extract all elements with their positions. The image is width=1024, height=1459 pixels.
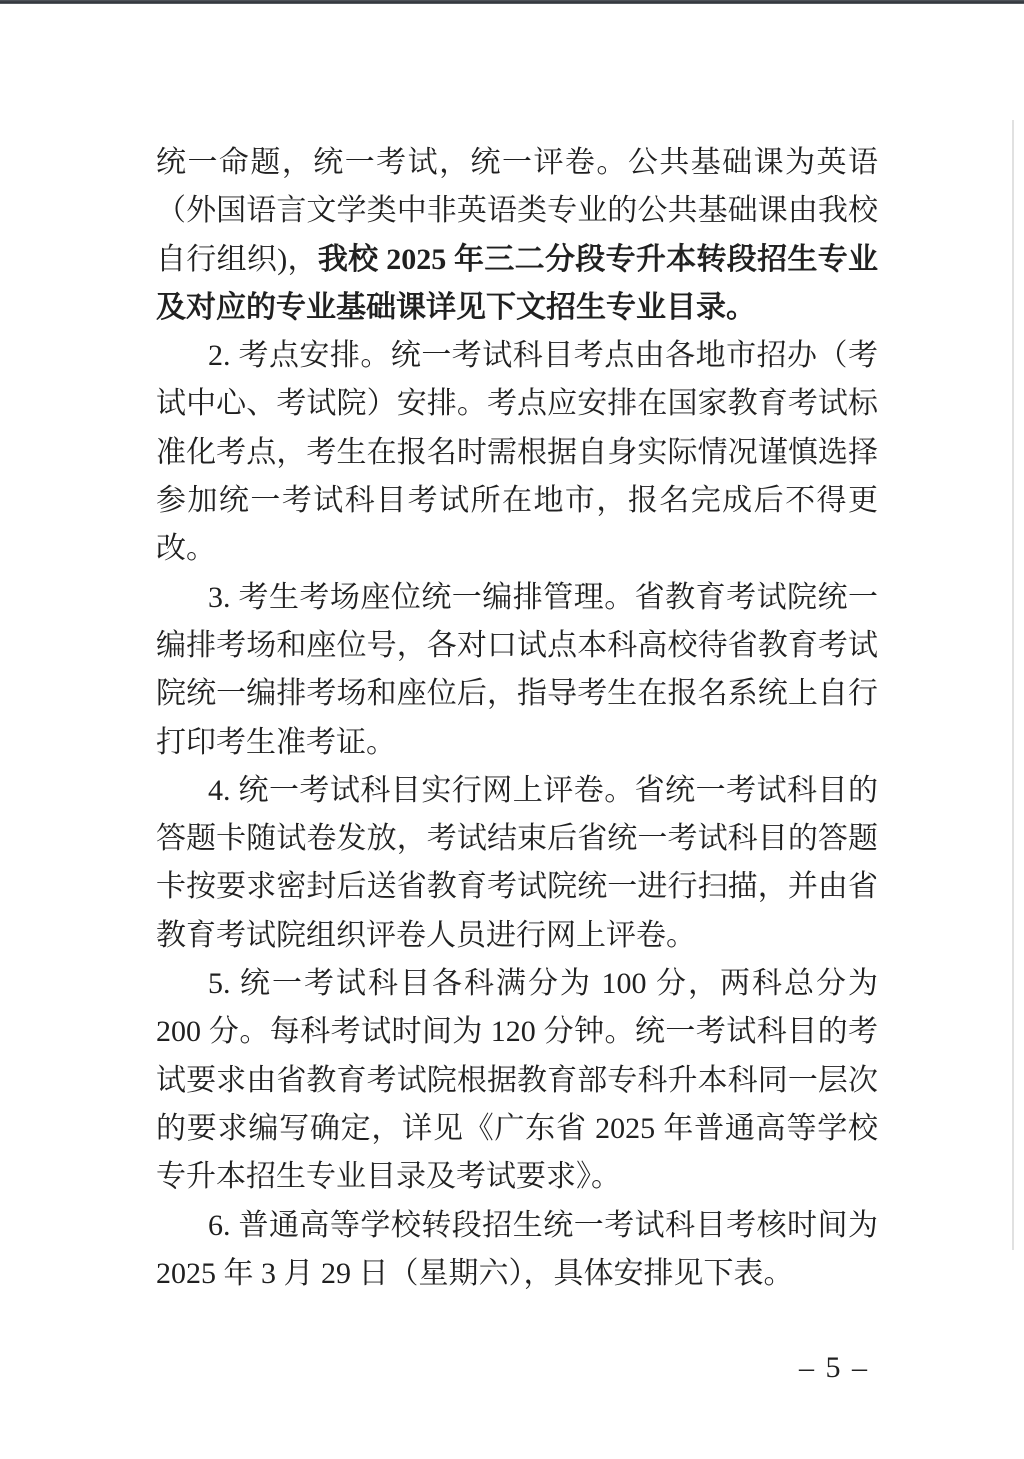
paragraph	[156, 767, 878, 960]
body-text: 4. 统一考试科目实行网上评卷。省统一考试科目的答题卡随试卷发放，考试结束后省统一考试科目的答题卡按要求密封后送省教育考试院统一进行扫描，并由省教育考试院组织评卷人员进行网上评卷。	[156, 773, 878, 952]
body-text: 5. 统一考试科目各科满分为 100 分，两科总分为 200 分。每科考试时间为 120 分钟。统一考试科目的考试要求由省教育考试院根据教育部专科升本科同一层次的要求编写确定，详见《广东省 2025 年普通高等学校专升本招生专业目录及考试要求》。	[156, 967, 878, 1194]
document-body	[156, 139, 878, 1298]
page-number: – 5 –	[799, 1351, 869, 1384]
paragraph	[156, 574, 878, 767]
body-text: 2. 考点安排。统一考试科目考点由各地市招办（考试中心、考试院）安排。考点应安排在国家教育考试标准化考点，考生在报名时需根据自身实际情况谨慎选择参加统一考试科目考试所在地市，报名完成后不得更改。	[156, 339, 878, 566]
paragraph	[156, 139, 878, 332]
paragraph	[156, 960, 878, 1201]
body-text: 统一命题，统一考试，统一评卷。公共基础课为英语（外国语言文学类中非英语类专业的公共基础课由我校自行组织)，	[156, 146, 878, 276]
scan-line-right-artifact	[1012, 120, 1014, 1250]
emphasis-text: 我校 2025 年三二分段专升本转段招生专业及对应的专业基础课详见下文招生专业目录。	[156, 242, 879, 324]
paragraph	[156, 332, 878, 573]
scan-edge-top	[0, 0, 1024, 4]
body-text: 6. 普通高等学校转段招生统一考试科目考核时间为 2025 年 3 月 29 日（星期六），具体安排见下表。	[156, 1208, 878, 1290]
paragraph	[156, 1202, 878, 1299]
body-text: 3. 考生考场座位统一编排管理。省教育考试院统一编排考场和座位号，各对口试点本科高校待省教育考试院统一编排考场和座位后，指导考生在报名系统上自行打印考生准考证。	[156, 580, 878, 759]
